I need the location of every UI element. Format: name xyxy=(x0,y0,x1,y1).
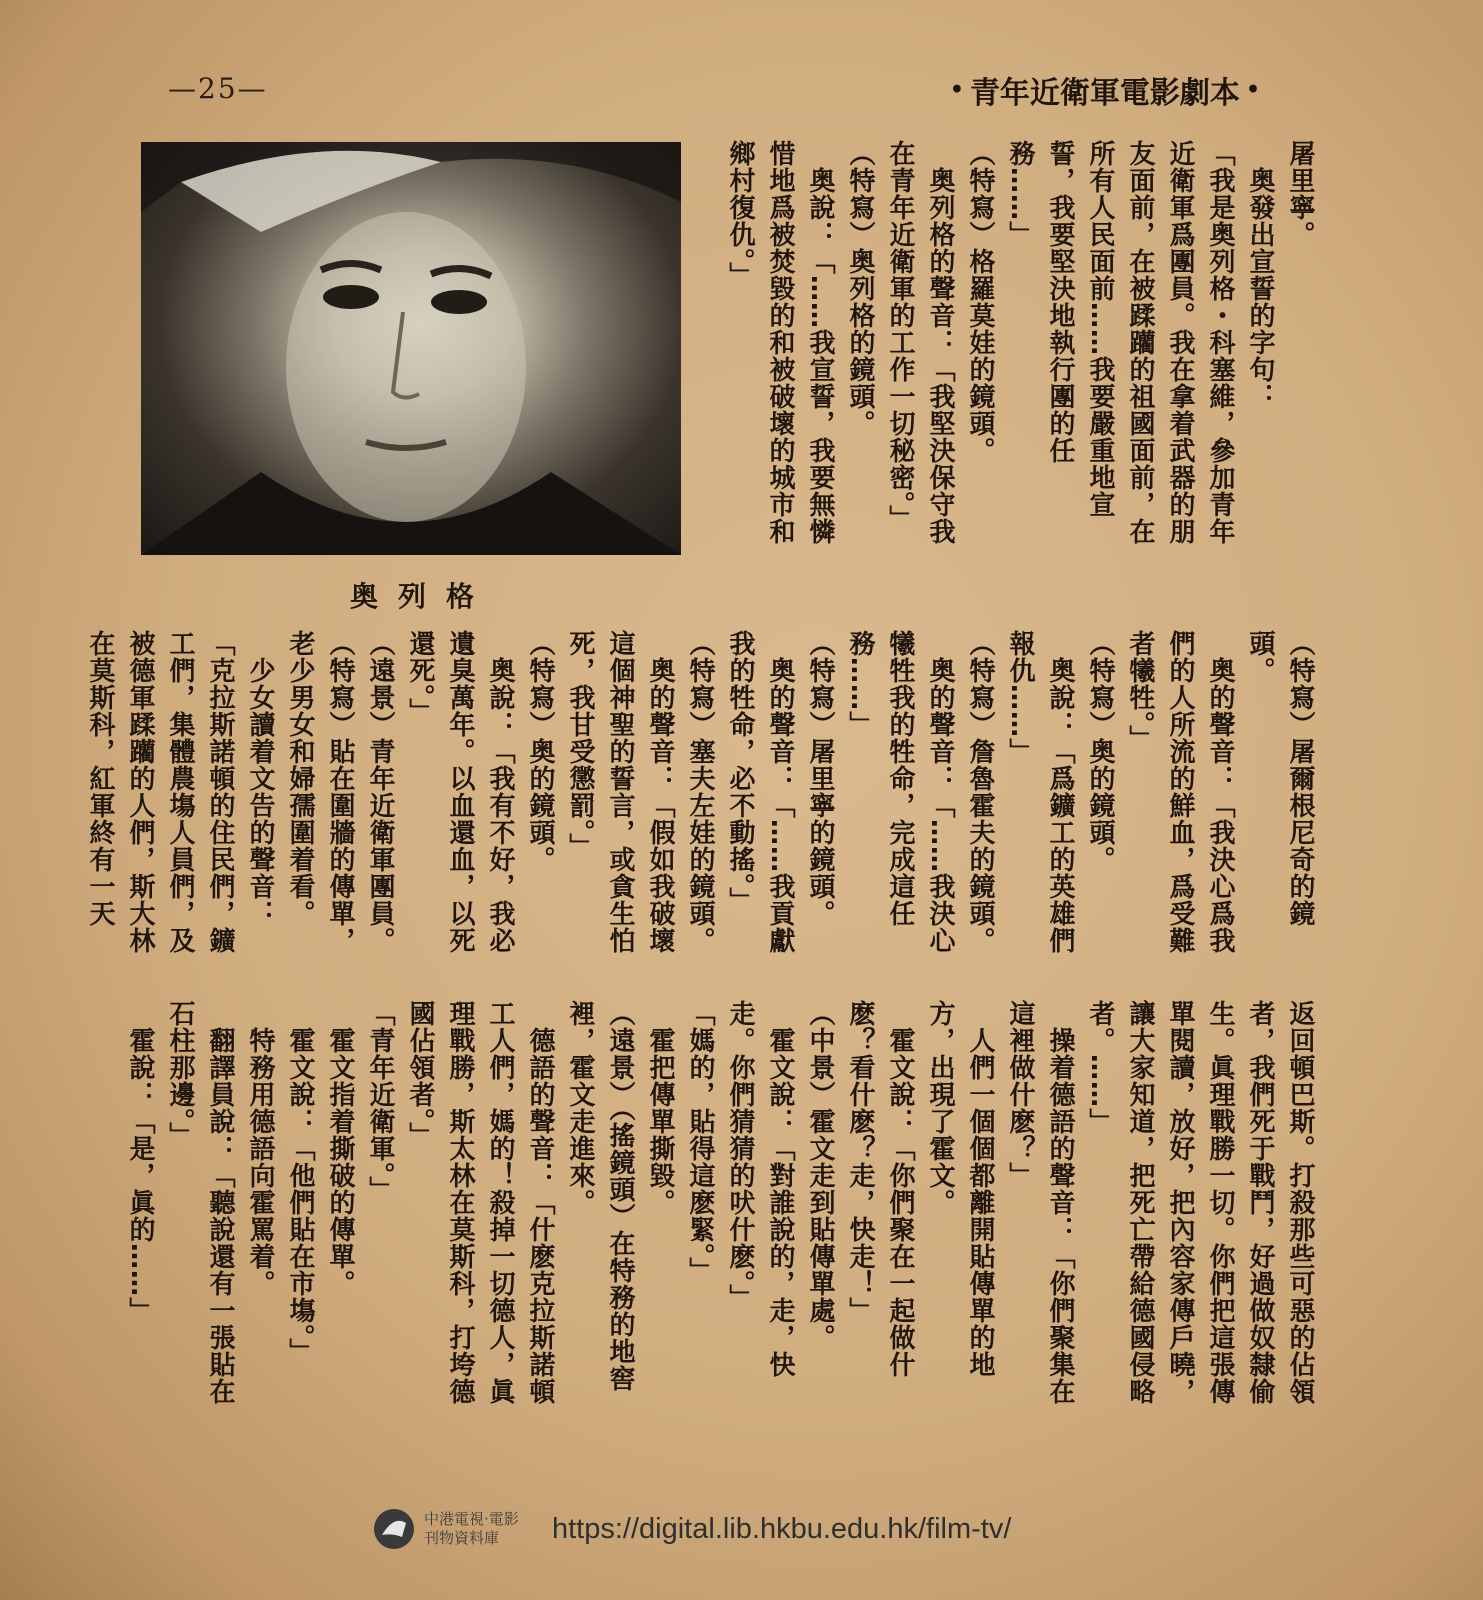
archive-logo-icon xyxy=(372,1507,416,1551)
watermark-org-line1: 中港電視‧電影 xyxy=(424,1510,519,1528)
watermark-org xyxy=(424,1510,544,1548)
portrait-photo xyxy=(141,142,681,555)
watermark-org-line2: 刊物資料庫 xyxy=(424,1529,500,1547)
bullet-icon: • xyxy=(949,77,964,103)
watermark-url[interactable]: https://digital.lib.hkbu.edu.hk/film-tv/ xyxy=(552,1512,1012,1545)
photo-caption: 奥列格 xyxy=(350,580,495,613)
watermark xyxy=(372,1502,1102,1556)
bullet-icon: • xyxy=(1245,77,1260,103)
running-header xyxy=(930,68,1260,112)
text-block-top-right: 屠里寧。 奥發出宣誓的字句： 「我是奥列格・科塞維，參加青年近衛軍爲團員。我在拿着武器的朋友面前，在被蹂躪的祖國面前，在所有人民面前……我要嚴重地宣誓，我要堅決地執行團的任務……」 （特寫）格羅莫娃的鏡頭。 奥列格的聲音：「我堅決保守我在青年近衛軍的工作一切秘密。」 （特寫）奥列格的鏡頭。 奥說：「……我宣誓，我要無憐惜地爲被焚毀的和被破壞的城市和鄉村復仇。」 xyxy=(725,140,1315,545)
running-title: 青年近衛軍電影劇本 xyxy=(969,76,1240,111)
text-block-bottom: 返回頓巴斯。打殺那些可惡的佔領者，我們死于戰鬥，好過做奴隸偷生。眞理戰勝一切。你們把這張傳單閱讀，放好，把內容家傳戶曉，讓大家知道，把死亡帶給德國侵略者。……」 操着德語的聲音：「你們聚集在這裡做什麽？」 人們一個個都離開貼傳單的地方，出現了霍文。 霍文說：「你們聚在一起做什麽？看什麽？走，快走！」 （中景）霍文走到貼傳單處。 霍文說：「對誰說的，走，快走。你們猜猜的吠什麽。」 「媽的，貼得這麽緊。」 霍把傳單撕毀。 （遠景）（搖鏡頭）在特務的地窖裡，霍文走進來。 德語的聲音：「什麽克拉斯諾頓工人們，媽的！殺掉一切德人，眞理戰勝，斯太林在莫斯科，打垮德國佔領者。」 「青年近衛軍。」 霍文指着撕破的傳單。 霍文說：「他們貼在市塲。」 特務用德語向霍罵着。 翻譯員說：「聽說還有一張貼在石柱那邊。」 霍說：「是，眞的……」 xyxy=(125,1000,1315,1405)
text-block-middle-right: （特寫）屠爾根尼奇的鏡頭。 奥的聲音：「我決心爲我們的人所流的鮮血，爲受難者犧牲。」 （特寫）奥的鏡頭。 奥說：「爲鑛工的英雄們報仇……」 （特寫）詹魯霍夫的鏡頭。 奥的聲音：「……我決心犧牲我的牲命，完成這任務……」 （特寫）屠里寧的鏡頭。 奥的聲音：「……我貢獻我的牲命，必不動搖。」 （特寫）塞夫左娃的鏡頭。 奥的聲音：「假如我破壞這個神聖的誓言，或貪生怕死，我甘受懲罰。」 （特寫）奥的鏡頭。 奥說：「我有不好，我必遺臭萬年。以血還血，以死還死。」 （遠景）青年近衛軍團員。 （特寫）貼在圍牆的傳單，老少男女和婦孺圍着看。 少女讀着文告的聲音： 「克拉斯諾頓的住民們，鑛工們，集體農塲人員們，及被德軍蹂躪的人們，斯大林在莫斯科，紅軍終有一天 xyxy=(85,630,1315,954)
page-number: —25— xyxy=(168,72,268,105)
